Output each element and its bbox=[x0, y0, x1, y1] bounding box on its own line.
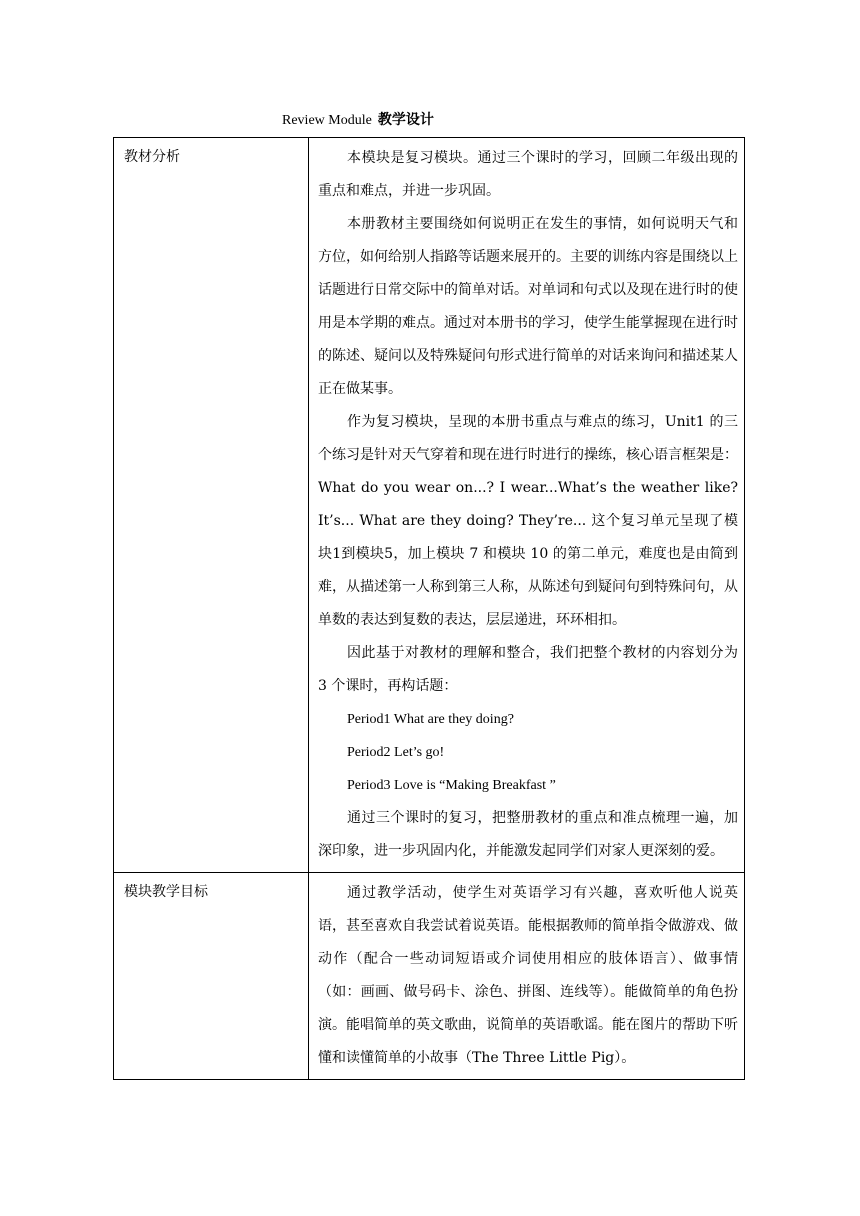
analysis-paragraph: 本册教材主要围绕如何说明正在发生的事情，如何说明天气和方位，如何给别人指路等话题来展开的。主要的训练内容是围绕以上话题进行日常交际中的简单对话。对单词和句式以及现在进行时的使用是本学期的难点。通过对本册书的学习，使学生能掌握现在进行时的陈述、疑问以及特殊疑问句形式进行简单的对话来询问和描述某人正在做某事。 bbox=[318, 216, 738, 397]
title-chinese: 教学设计 bbox=[377, 112, 434, 128]
analysis-paragraph: 本模块是复习模块。通过三个课时的学习，回顾二年级出现的重点和难点，并进一步巩固。 bbox=[318, 150, 738, 199]
title-english: Review Module bbox=[282, 113, 372, 128]
document-title bbox=[282, 110, 434, 131]
analysis-paragraph: 作为复习模块，呈现的本册书重点与难点的练习，Unit1 的三个练习是针对天气穿着和现在进行时进行的操练，核心语言框架是：What do you wear on...? I wear...What’s the weather like? It’s... What are they doing? They’re... 这个复习单元呈现了模块1到模块5，加上模块 7 和模块 10 的第二单元，难度也是由简到难，从描述第一人称到第三人称，从陈述句到疑问句到特殊问句，从单数的表达到复数的表达，层层递进，环环相扣。 bbox=[318, 414, 738, 628]
table-row-textbook-analysis bbox=[114, 138, 745, 873]
table-row-module-objectives bbox=[114, 873, 745, 1080]
period-item: Period1 What are they doing? bbox=[347, 712, 514, 727]
objectives-paragraph: 通过教学活动，使学生对英语学习有兴趣，喜欢听他人说英语，甚至喜欢自我尝试着说英语。能根据教师的简单指令做游戏、做动作（配合一些动词短语或介词使用相应的肢体语言）、做事情（如：画画、做号码卡、涂色、拼图、连线等）。能做简单的角色扮演。能唱简单的英文歌曲，说简单的英语歌谣。能在图片的帮助下听懂和读懂简单的小故事（The Three Little Pig）。 bbox=[318, 885, 738, 1066]
period-item: Period3 Love is “Making Breakfast ” bbox=[347, 778, 556, 793]
row-label-module-objectives: 模块教学目标 bbox=[114, 873, 309, 1080]
content-module-objectives bbox=[309, 873, 745, 1080]
content-textbook-analysis bbox=[309, 138, 745, 873]
lesson-plan-table bbox=[113, 137, 745, 1080]
analysis-closing-paragraph: 通过三个课时的复习，把整册教材的重点和准点梳理一遍，加深印象，进一步巩固内化，并能激发起同学们对家人更深刻的爱。 bbox=[318, 810, 738, 859]
row-label-textbook-analysis: 教材分析 bbox=[114, 138, 309, 873]
analysis-paragraph: 因此基于对教材的理解和整合，我们把整个教材的内容划分为 3 个课时，再构话题： bbox=[318, 645, 738, 694]
period-item: Period2 Let’s go! bbox=[347, 745, 445, 760]
